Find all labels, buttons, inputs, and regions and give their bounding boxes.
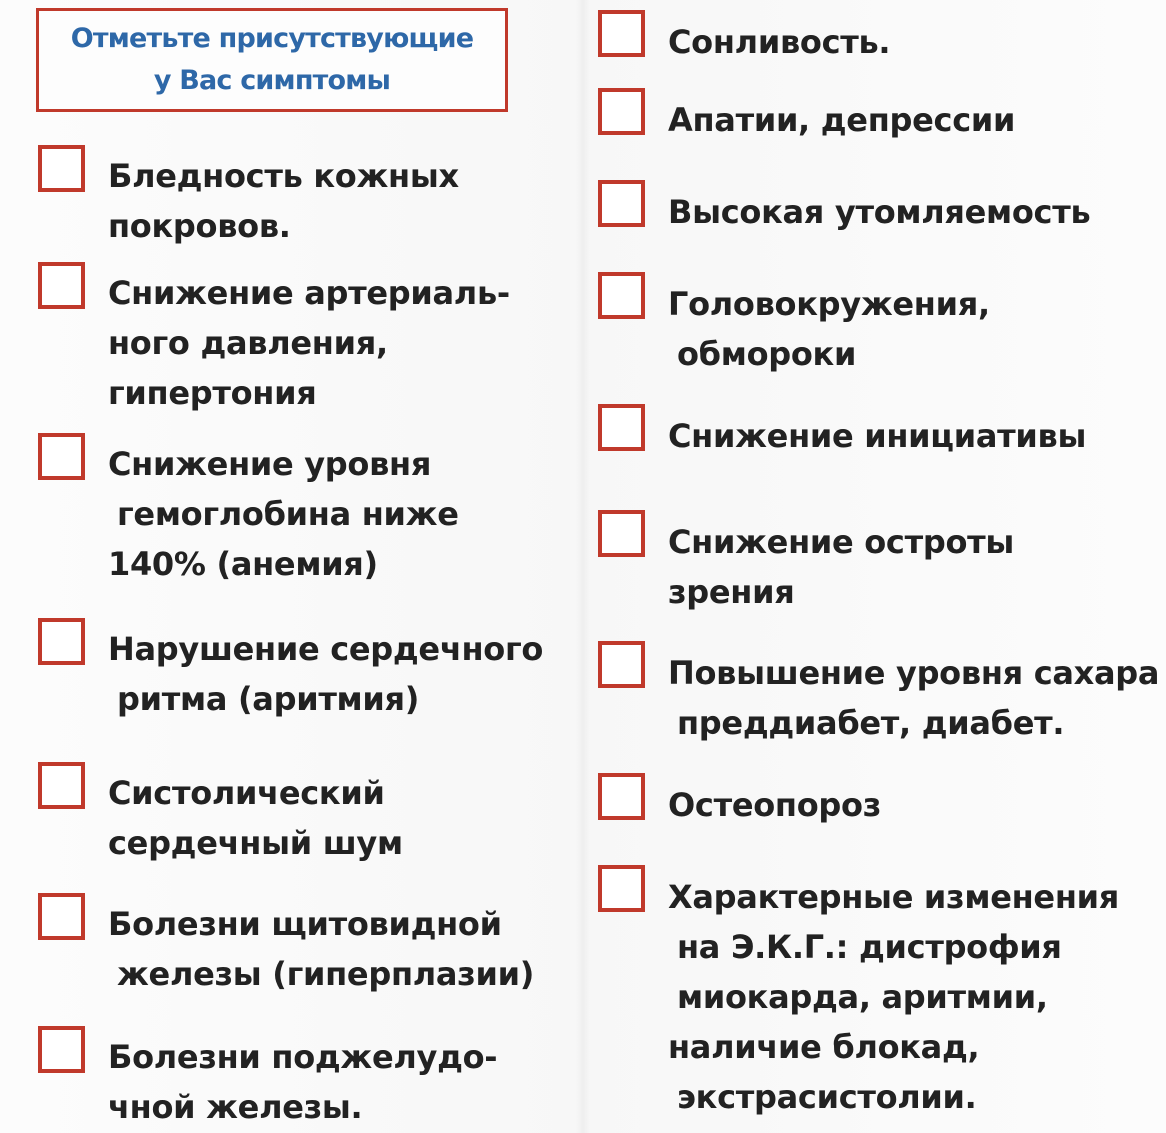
symptom-label: Нарушение сердечного ритма (аритмия)	[108, 630, 544, 718]
checkbox[interactable]	[38, 262, 85, 309]
symptom-label: Снижение остроты зрения	[668, 523, 1015, 611]
symptom-label: Сонливость.	[668, 23, 891, 61]
checkbox[interactable]	[38, 433, 85, 480]
checkbox[interactable]	[598, 180, 645, 227]
checkbox[interactable]	[598, 404, 645, 451]
checkbox[interactable]	[598, 865, 645, 912]
checkbox[interactable]	[38, 618, 85, 665]
symptom-label: Болезни щитовидной железы (гиперплазии)	[108, 905, 535, 993]
checkbox[interactable]	[598, 10, 645, 57]
checkbox[interactable]	[598, 272, 645, 319]
checkbox[interactable]	[38, 1026, 85, 1073]
title-box	[36, 8, 508, 112]
symptom-label: Головокружения, обмороки	[668, 285, 990, 373]
symptom-label: Повышение уровня сахара преддиабет, диабет.	[668, 654, 1160, 742]
checkbox[interactable]	[598, 88, 645, 135]
symptom-label: Остеопороз	[668, 786, 881, 824]
symptom-label: Характерные изменения на Э.К.Г.: дистрофия миокарда, аритмии, наличие блокад, экстрасистолии.	[668, 878, 1119, 1116]
checkbox[interactable]	[38, 893, 85, 940]
checkbox[interactable]	[38, 145, 85, 192]
symptom-label: Снижение уровня гемоглобина ниже 140% (анемия)	[108, 445, 459, 583]
symptom-label: Болезни поджелудо- чной железы.	[108, 1038, 498, 1126]
symptom-label: Апатии, депрессии	[668, 101, 1016, 139]
title-line-2: у Вас симптомы	[153, 65, 391, 96]
symptom-label: Бледность кожных покровов.	[108, 157, 459, 245]
symptom-label: Снижение артериаль- ного давления, гипертония	[108, 274, 510, 412]
checkbox[interactable]	[598, 773, 645, 820]
page-fold	[576, 0, 590, 1133]
symptom-label: Систолический сердечный шум	[108, 774, 403, 862]
title-line-1: Отметьте присутствующие	[70, 23, 474, 54]
checkbox[interactable]	[598, 641, 645, 688]
symptom-label: Высокая утомляемость	[668, 193, 1091, 231]
symptom-label: Снижение инициативы	[668, 417, 1087, 455]
checkbox[interactable]	[38, 762, 85, 809]
checkbox[interactable]	[598, 510, 645, 557]
